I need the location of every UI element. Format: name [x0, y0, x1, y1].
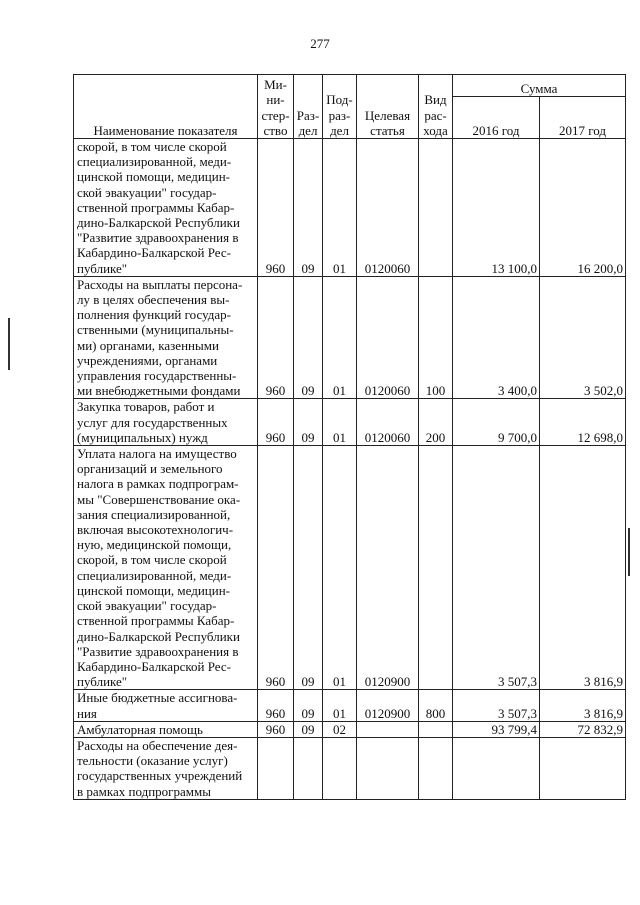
cell-target	[357, 721, 419, 737]
scan-edge-mark-right	[628, 528, 630, 576]
cell-target: 0120900	[357, 446, 419, 690]
cell-target: 0120900	[357, 690, 419, 721]
cell-y2016: 93 799,4	[453, 721, 540, 737]
cell-expense-type	[419, 721, 453, 737]
table-row	[74, 690, 626, 721]
cell-subsection: 01	[323, 139, 357, 277]
cell-target: 0120060	[357, 399, 419, 446]
cell-section: 09	[294, 399, 323, 446]
cell-y2016: 3 507,3	[453, 690, 540, 721]
cell-y2017: 12 698,0	[540, 399, 626, 446]
cell-section: 09	[294, 446, 323, 690]
cell-section: 09	[294, 721, 323, 737]
table-row	[74, 737, 626, 799]
cell-subsection: 02	[323, 721, 357, 737]
scan-edge-mark-left	[8, 318, 10, 370]
cell-name: Расходы на обеспечение дея- тельности (оказание услуг) государственных учреждений в рамках подпрограммы	[74, 737, 258, 799]
cell-y2017: 3 816,9	[540, 446, 626, 690]
cell-y2016	[453, 737, 540, 799]
cell-ministry	[258, 737, 294, 799]
table-row	[74, 139, 626, 277]
header-expense-type: Вид рас- хода	[419, 75, 453, 139]
cell-section: 09	[294, 276, 323, 399]
cell-subsection: 01	[323, 399, 357, 446]
table-row	[74, 276, 626, 399]
cell-section: 09	[294, 690, 323, 721]
cell-subsection: 01	[323, 446, 357, 690]
cell-y2017: 72 832,9	[540, 721, 626, 737]
cell-y2017: 16 200,0	[540, 139, 626, 277]
cell-subsection	[323, 737, 357, 799]
cell-expense-type: 800	[419, 690, 453, 721]
table-header	[74, 75, 626, 139]
cell-expense-type	[419, 737, 453, 799]
header-sum: Сумма	[453, 75, 626, 97]
cell-ministry: 960	[258, 721, 294, 737]
header-year-2017: 2017 год	[540, 97, 626, 139]
table-row	[74, 399, 626, 446]
cell-y2016: 9 700,0	[453, 399, 540, 446]
cell-ministry: 960	[258, 690, 294, 721]
cell-subsection: 01	[323, 690, 357, 721]
cell-expense-type: 100	[419, 276, 453, 399]
page-number: 277	[310, 36, 330, 51]
cell-y2017: 3 816,9	[540, 690, 626, 721]
header-subsection: Под- раз- дел	[323, 75, 357, 139]
cell-target: 0120060	[357, 276, 419, 399]
cell-y2016: 3 507,3	[453, 446, 540, 690]
header-name: Наименование показателя	[74, 75, 258, 139]
table-row	[74, 721, 626, 737]
cell-y2016: 3 400,0	[453, 276, 540, 399]
cell-name: Иные бюджетные ассигнова- ния	[74, 690, 258, 721]
cell-ministry: 960	[258, 276, 294, 399]
table-body	[74, 139, 626, 800]
cell-subsection: 01	[323, 276, 357, 399]
table-row	[74, 446, 626, 690]
cell-y2017: 3 502,0	[540, 276, 626, 399]
cell-y2017	[540, 737, 626, 799]
cell-name: Амбулаторная помощь	[74, 721, 258, 737]
cell-ministry: 960	[258, 399, 294, 446]
cell-y2016: 13 100,0	[453, 139, 540, 277]
cell-section: 09	[294, 139, 323, 277]
budget-table	[73, 74, 626, 800]
header-ministry: Ми- ни- стер- ство	[258, 75, 294, 139]
cell-expense-type: 200	[419, 399, 453, 446]
cell-target: 0120060	[357, 139, 419, 277]
cell-expense-type	[419, 446, 453, 690]
cell-section	[294, 737, 323, 799]
cell-name: Уплата налога на имущество организаций и земельного налога в рамках подпрограм- мы "Совершенствование ока- зания специализированной, включая высокотехнологич- ную, медицинской помощи, скорой, в том числе скорой специализированной, меди- цинской помощи, медицин- ской эвакуации" государ- ственной программы Кабар- дино-Балкарской Республики "Развитие здравоохранения в Кабардино-Балкарской Рес- публике"	[74, 446, 258, 690]
cell-expense-type	[419, 139, 453, 277]
cell-name: Закупка товаров, работ и услуг для государственных (муниципальных) нужд	[74, 399, 258, 446]
cell-target	[357, 737, 419, 799]
cell-name: Расходы на выплаты персона- лу в целях обеспечения вы- полнения функций государ- ственными (муниципальны- ми) органами, казенными учреждениями, органами управления государственны- ми внебюджетными фондами	[74, 276, 258, 399]
header-target: Целевая статья	[357, 75, 419, 139]
header-section: Раз- дел	[294, 75, 323, 139]
cell-ministry: 960	[258, 139, 294, 277]
cell-name: скорой, в том числе скорой специализированной, меди- цинской помощи, медицин- ской эвакуации" государ- ственной программы Кабар- дино-Балкарской Республики "Развитие здравоохранения в Кабардино-Балкарской Рес- публике"	[74, 139, 258, 277]
header-year-2016: 2016 год	[453, 97, 540, 139]
cell-ministry: 960	[258, 446, 294, 690]
